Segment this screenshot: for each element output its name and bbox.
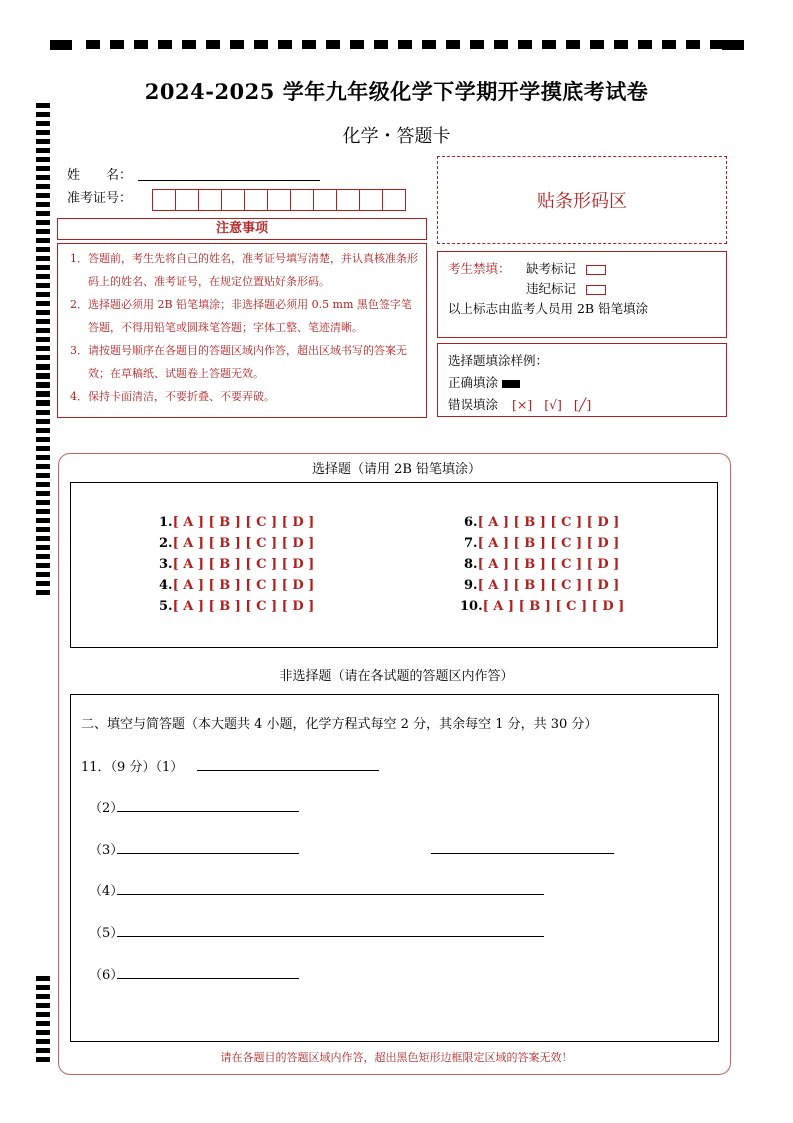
- violation-label: 违纪标记: [526, 281, 577, 296]
- choice-number: 4.: [159, 578, 173, 593]
- answer-line[interactable]: [431, 853, 614, 854]
- wrong-fill-label: 错误填涂: [448, 397, 499, 412]
- choice-number: 1.: [159, 515, 173, 530]
- choice-question-7[interactable]: [464, 536, 619, 551]
- choice-options: [ A ] [ B ] [ C ] [ D ]: [477, 536, 620, 551]
- choice-question-5[interactable]: [159, 599, 314, 614]
- answer-line[interactable]: [117, 894, 544, 895]
- choice-question-6[interactable]: [464, 515, 619, 530]
- wrong-mark: [╱]: [573, 397, 592, 412]
- part-label: （2）: [89, 801, 124, 816]
- choice-options: [ A ] [ B ] [ C ] [ D ]: [172, 599, 315, 614]
- absent-mark[interactable]: [586, 265, 606, 275]
- part-label: （3）: [89, 843, 124, 858]
- choice-question-10[interactable]: [460, 599, 624, 614]
- answer-line[interactable]: [117, 978, 299, 979]
- choice-number: 9.: [464, 578, 478, 593]
- choice-number: 6.: [464, 515, 478, 530]
- choice-question-1[interactable]: [159, 515, 314, 530]
- correct-fill-label: 正确填涂: [448, 375, 499, 390]
- name-label: 姓 名：: [67, 168, 133, 183]
- choice-question-9[interactable]: [464, 578, 619, 593]
- choice-number: 2.: [159, 536, 173, 551]
- page-title: 2024-2025 学年九年级化学下学期开学摸底考试卷: [144, 79, 649, 104]
- answer-line[interactable]: [117, 936, 544, 937]
- answer-line[interactable]: [117, 811, 299, 812]
- choice-options: [ A ] [ B ] [ C ] [ D ]: [172, 536, 315, 551]
- choice-number: 7.: [464, 536, 478, 551]
- choice-question-2[interactable]: [159, 536, 314, 551]
- choice-options: [ A ] [ B ] [ C ] [ D ]: [477, 557, 620, 572]
- wrong-mark: [×]: [512, 397, 533, 412]
- part-label: （4）: [89, 884, 124, 899]
- absent-label: 缺考标记: [526, 261, 577, 276]
- timing-marks-top: [50, 38, 745, 50]
- id-label: 准考证号：: [67, 191, 133, 206]
- notice-item: 3．请按题号顺序在各题目的答题区域内作答，超出区域书写的答案无效；在草稿纸、试题卷上答题无效。: [70, 344, 407, 380]
- barcode-label: 贴条形码区: [537, 191, 627, 212]
- choice-number: 3.: [159, 557, 173, 572]
- nonchoice-section-title: 非选择题（请在各试题的答题区内作答）: [279, 669, 514, 684]
- violation-mark[interactable]: [586, 285, 606, 295]
- correct-fill-sample: [502, 380, 520, 388]
- fill-section-heading: 二、填空与简答题（本大题共 4 小题，化学方程式每空 2 分，其余每空 1 分，共 30 分）: [81, 717, 598, 732]
- prohibited-label: 考生禁填：: [448, 261, 511, 276]
- prohibited-box: [437, 251, 727, 338]
- timing-marks-left-middle: [36, 365, 50, 599]
- answer-line[interactable]: [197, 770, 379, 771]
- id-number-boxes[interactable]: [152, 189, 405, 211]
- choice-question-4[interactable]: [159, 578, 314, 593]
- wrong-mark: [√]: [544, 397, 562, 412]
- notice-box: [57, 243, 427, 418]
- prohibited-note: 以上标志由监考人员用 2B 铅笔填涂: [448, 301, 649, 316]
- choice-options: [ A ] [ B ] [ C ] [ D ]: [477, 578, 620, 593]
- answer-line[interactable]: [117, 853, 299, 854]
- part-label: （5）: [89, 926, 124, 941]
- choice-question-8[interactable]: [464, 557, 619, 572]
- choice-question-3[interactable]: [159, 557, 314, 572]
- page-subtitle: 化学・答题卡: [342, 126, 451, 147]
- timing-marks-left-top: [36, 103, 50, 409]
- choice-answer-box: [70, 482, 718, 648]
- footer-warning: 请在各题目的答题区域内作答，超出黑色矩形边框限定区域的答案无效！: [220, 1051, 573, 1064]
- part-label: （6）: [89, 968, 124, 983]
- fill-example-box: [437, 343, 727, 417]
- fill-example-title: 选择题填涂样例：: [448, 353, 549, 368]
- choice-number: 8.: [464, 557, 478, 572]
- choice-options: [ A ] [ B ] [ C ] [ D ]: [482, 599, 625, 614]
- notice-item: 2．选择题必须用 2B 铅笔填涂；非选择题必须用 0.5 mm 黑色签字笔答题，不得用铅笔或圆珠笔答题；字体工整、笔迹清晰。: [70, 298, 412, 334]
- barcode-area: [437, 156, 727, 244]
- choice-options: [ A ] [ B ] [ C ] [ D ]: [172, 515, 315, 530]
- choice-number: 10.: [460, 599, 483, 614]
- choice-options: [ A ] [ B ] [ C ] [ D ]: [172, 578, 315, 593]
- name-field[interactable]: [138, 180, 320, 181]
- fill-answer-box: [70, 694, 719, 1042]
- notice-item: 4．保持卡面清洁，不要折叠、不要弄破。: [70, 390, 275, 403]
- q11-label: 11．（9 分）（1）: [81, 760, 184, 775]
- choice-section-title: 选择题（请用 2B 铅笔填涂）: [311, 462, 482, 477]
- notice-heading: 注意事项: [57, 218, 427, 240]
- notice-item: 1．答题前，考生先将自己的姓名，准考证号填写清楚，并认真核准条形码上的姓名、准考证号，在规定位置贴好条形码。: [70, 252, 418, 288]
- choice-options: [ A ] [ B ] [ C ] [ D ]: [172, 557, 315, 572]
- choice-options: [ A ] [ B ] [ C ] [ D ]: [477, 515, 620, 530]
- choice-number: 5.: [159, 599, 173, 614]
